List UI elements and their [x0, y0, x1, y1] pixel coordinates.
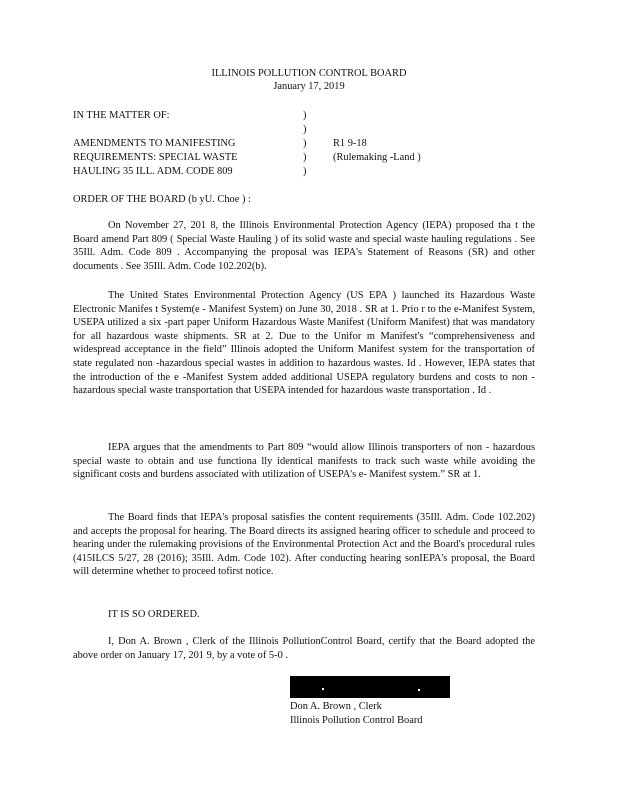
paragraph-proposal: On November 27, 201 8, the Illinois Environmental Protection Agency (IEPA) proposed tha t the Board amend Part 809 ( Special Waste Hauling ) of its solid waste and special waste hauling regulations . See 35Ill. Adm. Code 809 . Accompanying the proposal was IEPA's Statement of Reasons (SR) and other documents . See 35Ill. Adm. Code 102.202(b). — [73, 220, 535, 272]
caption-title-line-2: REQUIREMENTS: SPECIAL WASTE — [73, 152, 238, 163]
caption-title-line-1: AMENDMENTS TO MANIFESTING — [73, 138, 236, 149]
order-heading: ORDER OF THE BOARD (b yU. Choe ) : — [73, 194, 251, 205]
order-date: January 17, 2019 — [273, 81, 345, 92]
paragraph-iepa-argument: IEPA argues that the amendments to Part 809 “would allow Illinois transporters of non - hazardous special waste to obtain and use functiona lly identical manifests to track such waste while avoiding the significant costs and burdens associated with utilization of USEPA's e- Manifest system.” SR at 1. — [73, 442, 535, 481]
signature-org: Illinois Pollution Control Board — [290, 715, 423, 726]
docket-type: (Rulemaking -Land ) — [333, 152, 421, 163]
paragraph-board-findings: The Board finds that IEPA's proposal satisfies the content requirements (35Ill. Adm. Code 102.202) and accepts the proposal for hearing. The Board directs its assigned hearing officer to schedule and proceed to hearing under the rulemaking provisions of the Environmental Protection Act and the Board's procedural rules (415ILCS 5/27, 28 (2016); 35Ill. Adm. Code 102). After conducting hearing sonIEPA's proposal, the Board will determine whether to proceed tofirst notice. — [73, 512, 535, 578]
paragraph-emanifest: The United States Environmental Protection Agency (US EPA ) launched its Hazardous Waste Electronic Manifes t System(e - Manifest System) on June 30, 2018 . SR at 1. Prio r to the e-Manifest System, USEPA utilized a six -part paper Uniform Hazardous Waste Manifest (Uniform Manifest) that was mandatory for all hazardous waste shipments. SR at 2. Due to the Unifor m Manifest's “comprehensiveness and widespread acceptance in the field” Illinois adopted the Uniform Manifest system for the transportation of state regulated non -hazardous special wastes in addition to hazardous wastes. Id . However, IEPA states that the introduction of the e -Manifest System added additional USEPA regulatory burdens and costs to non - hazardous special waste transportation that USEPA intended for hazardous waste transportation . Id . — [73, 290, 535, 397]
caption-paren: ) — [303, 110, 307, 121]
caption-paren: ) — [303, 152, 307, 163]
signature-name: Don A. Brown , Clerk — [290, 701, 382, 712]
caption-title-line-3: HAULING 35 ILL. ADM. CODE 809 — [73, 166, 233, 177]
caption-paren: ) — [303, 166, 307, 177]
matter-heading: IN THE MATTER OF: — [73, 110, 170, 121]
docket-number: R1 9-18 — [333, 138, 367, 149]
board-title: ILLINOIS POLLUTION CONTROL BOARD — [211, 68, 407, 79]
caption-paren: ) — [303, 124, 307, 135]
clerk-certification: I, Don A. Brown , Clerk of the Illinois PollutionControl Board, certify that the Board adopted the above order on January 17, 201 9, by a vote of 5-0 . — [73, 636, 535, 661]
caption-paren: ) — [303, 138, 307, 149]
redacted-signature — [290, 676, 450, 698]
ordered-statement: IT IS SO ORDERED. — [108, 609, 200, 620]
